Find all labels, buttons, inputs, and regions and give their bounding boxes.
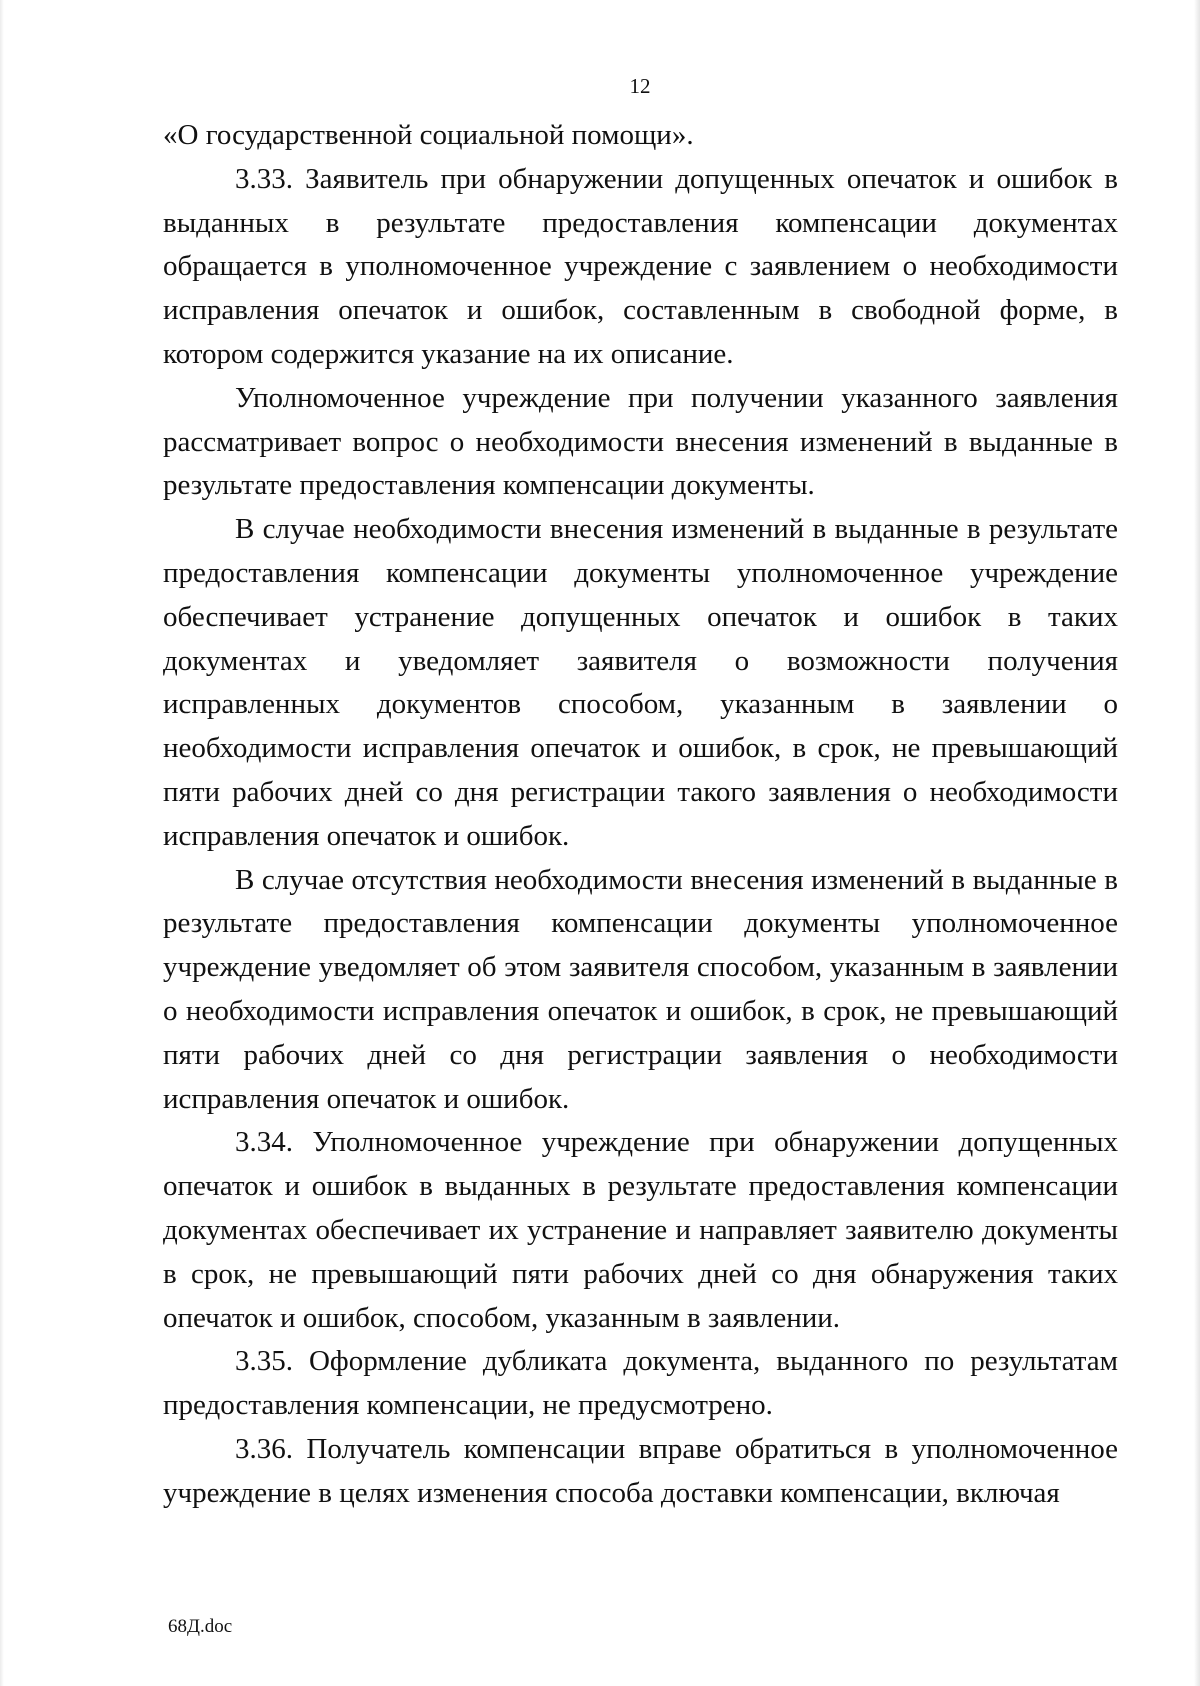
paragraph-1: «О государственной социальной помощи». (163, 119, 694, 151)
paragraph-3-34: 3.34. Уполномоченное учреждение при обнаружении допущенных опечаток и ошибок в выданных в результате предоставления компенсации документах обеспечивает их устранение и направляет заявителю документы в срок, не превышающий пяти рабочих дней со дня обнаружения таких опечаток и ошибок, способом, указанным в заявлении. (163, 1126, 1118, 1334)
footer-filename: 68Д.doc (168, 1616, 233, 1637)
paragraph-3-33: 3.33. Заявитель при обнаружении допущенных опечаток и ошибок в выданных в результате предоставления компенсации документах обращается в уполномоченное учреждение с заявлением о необходимости исправления опечаток и ошибок, составленным в свободной форме, в котором содержится указание на их описание. (163, 162, 1118, 370)
paragraph-3-35: 3.35. Оформление дубликата документа, выданного по результатам предоставления компенсации, не предусмотрено. (163, 1345, 1118, 1422)
scan-edge-left (0, 0, 4, 1686)
paragraph-3-36: 3.36. Получатель компенсации вправе обратиться в уполномоченное учреждение в целях изменения способа доставки компенсации, включая (163, 1432, 1118, 1509)
document-body (163, 114, 1118, 1516)
scan-edge-right (1194, 0, 1200, 1686)
paragraph-review: Уполномоченное учреждение при получении указанного заявления рассматривает вопрос о необходимости внесения изменений в выданные в результате предоставления компенсации документы. (163, 381, 1118, 502)
paragraph-no-changes: В случае отсутствия необходимости внесения изменений в выданные в результате предоставления компенсации документы уполномоченное учреждение уведомляет об этом заявителя способом, указанным в заявлении о необходимости исправления опечаток и ошибок, в срок, не превышающий пяти рабочих дней со дня регистрации заявления о необходимости исправления опечаток и ошибок. (163, 863, 1118, 1115)
paragraph-changes-needed: В случае необходимости внесения изменений в выданные в результате предоставления компенсации документы уполномоченное учреждение обеспечивает устранение допущенных опечаток и ошибок в таких документах и уведомляет заявителя о возможности получения исправленных документов способом, указанным в заявлении о необходимости исправления опечаток и ошибок, в срок, не превышающий пяти рабочих дней со дня регистрации такого заявления о необходимости исправления опечаток и ошибок. (163, 513, 1118, 852)
page-number: 12 (629, 74, 651, 98)
